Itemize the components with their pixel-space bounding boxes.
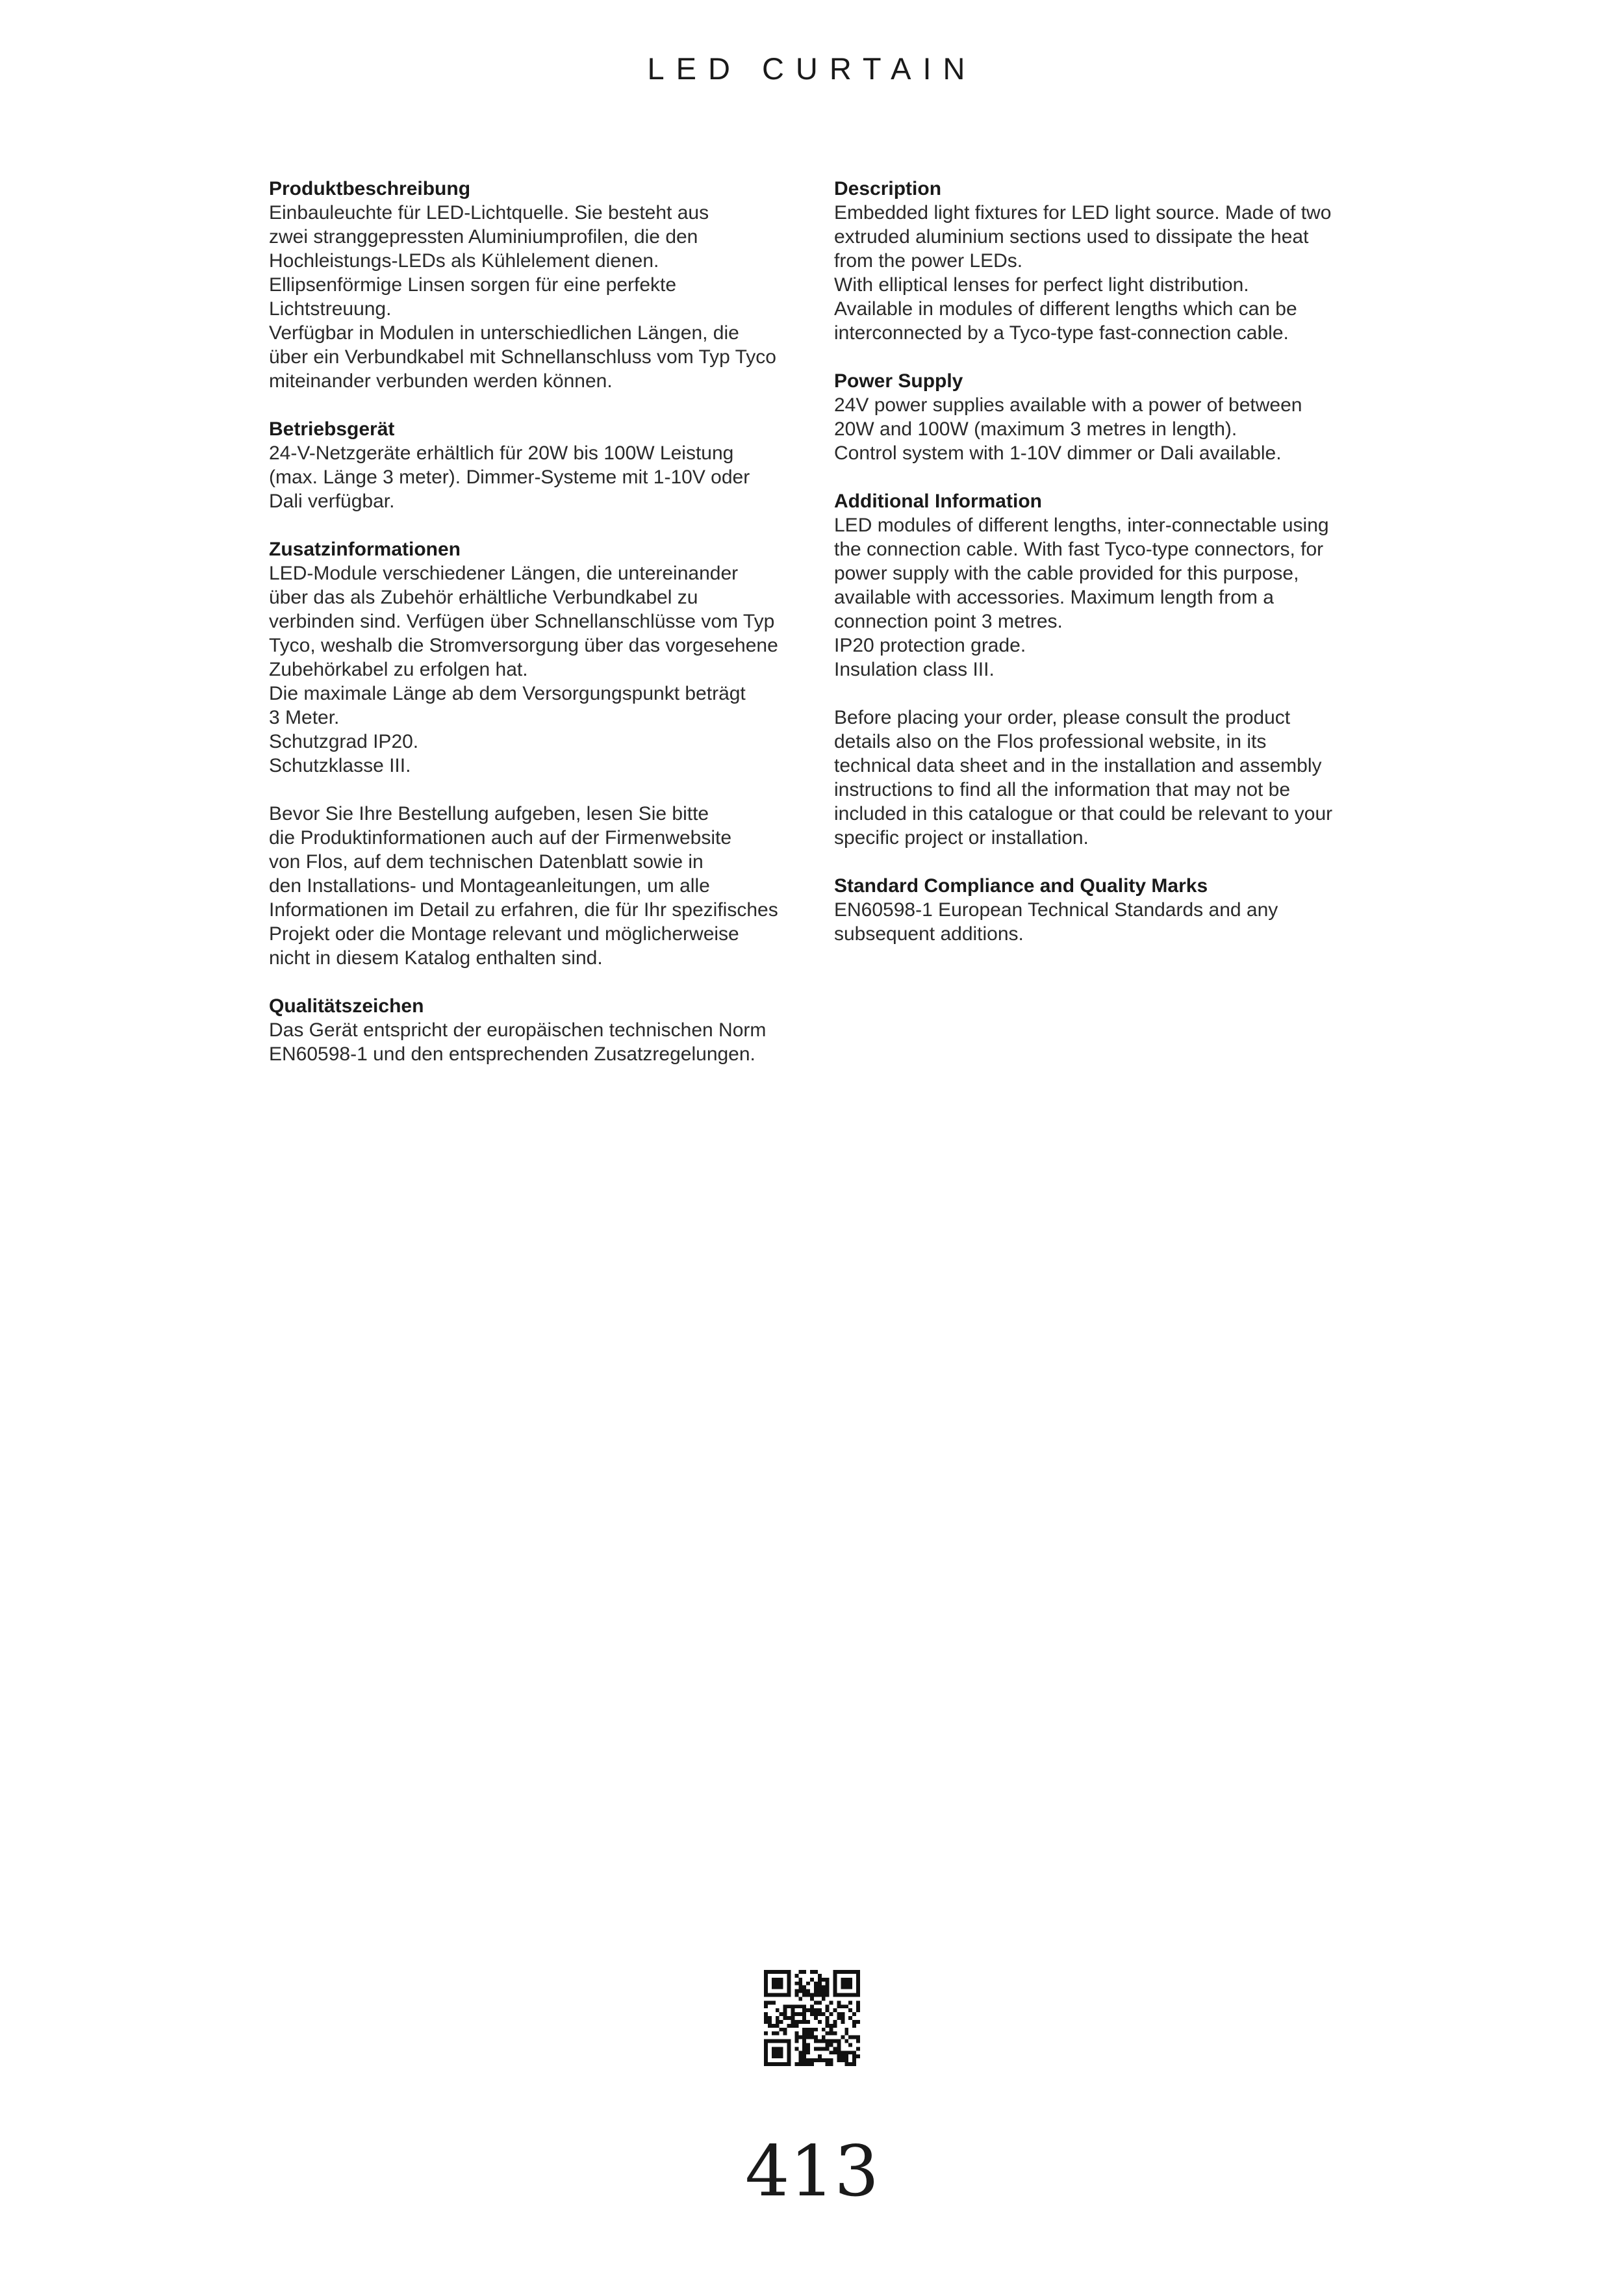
body-text-line: Ellipsenförmige Linsen sorgen für eine perfekte <box>269 274 677 296</box>
body-text-line: Schutzgrad IP20. <box>269 731 419 752</box>
body-text-line: EN60598-1 und den entsprechenden Zusatzregelungen. <box>269 1043 755 1065</box>
body-text-line: power supply with the cable provided for this purpose, <box>834 563 1299 584</box>
body-text-line: miteinander verbunden werden können. <box>269 370 613 392</box>
section-heading: Standard Compliance and Quality Marks <box>834 875 1208 897</box>
text-section <box>834 489 1386 850</box>
body-text-line: Das Gerät entspricht der europäischen technischen Norm <box>269 1019 767 1041</box>
section-heading: Power Supply <box>834 370 963 392</box>
body-text-line: EN60598-1 European Technical Standards and any <box>834 899 1278 921</box>
body-text-line: Lichtstreuung. <box>269 298 392 320</box>
body-text-line: die Produktinformationen auch auf der Firmenwebsite <box>269 827 732 849</box>
section-heading: Zusatzinformationen <box>269 539 461 560</box>
body-text-line: Hochleistungs-LEDs als Kühlelement dienen. <box>269 250 659 272</box>
body-text-line: Available in modules of different lengths which can be <box>834 298 1297 320</box>
paragraph-gap <box>269 778 821 802</box>
text-section <box>269 417 821 513</box>
body-text-line: zwei stranggepressten Aluminiumprofilen, die den <box>269 226 698 248</box>
body-text-line: Informationen im Detail zu erfahren, die für Ihr spezifisches <box>269 899 778 921</box>
body-text-line: Projekt oder die Montage relevant und möglicherweise <box>269 923 739 945</box>
text-section <box>834 874 1386 946</box>
body-text-line: Insulation class III. <box>834 659 995 680</box>
body-text-line: über ein Verbundkabel mit Schnellanschluss vom Typ Tyco <box>269 346 776 368</box>
text-section <box>834 177 1386 345</box>
body-text-line: the connection cable. With fast Tyco-type connectors, for <box>834 539 1324 560</box>
body-text-line: from the power LEDs. <box>834 250 1023 272</box>
text-section <box>269 994 821 1066</box>
body-text-line: extruded aluminium sections used to dissipate the heat <box>834 226 1309 248</box>
body-text-line: 3 Meter. <box>269 707 340 728</box>
body-text-line: 20W and 100W (maximum 3 metres in length). <box>834 418 1237 440</box>
body-text-line: Verfügbar in Modulen in unterschiedlichen Längen, die <box>269 322 739 344</box>
page-title: LED CURTAIN <box>647 51 977 86</box>
text-section <box>834 369 1386 465</box>
body-text-line: den Installations- und Montageanleitungen, um alle <box>269 875 710 897</box>
body-text-line: von Flos, auf dem technischen Datenblatt sowie in <box>269 851 704 873</box>
paragraph-gap <box>834 682 1386 706</box>
qr-code-icon <box>764 1970 860 2066</box>
body-text-line: 24V power supplies available with a power of between <box>834 394 1302 416</box>
body-text-line: Tyco, weshalb die Stromversorgung über das vorgesehene <box>269 635 778 656</box>
body-text-line: Zubehörkabel zu erfolgen hat. <box>269 659 528 680</box>
section-heading: Produktbeschreibung <box>269 178 471 199</box>
body-text-line: (max. Länge 3 meter). Dimmer-Systeme mit 1-10V oder <box>269 466 750 488</box>
section-heading: Betriebsgerät <box>269 418 395 440</box>
body-text-line: über das als Zubehör erhältliche Verbundkabel zu <box>269 587 698 608</box>
body-text-line: Dali verfügbar. <box>269 491 395 512</box>
body-text-line: Bevor Sie Ihre Bestellung aufgeben, lesen Sie bitte <box>269 803 709 824</box>
body-text-line: interconnected by a Tyco-type fast-connection cable. <box>834 322 1289 344</box>
body-text-line: Einbauleuchte für LED-Lichtquelle. Sie besteht aus <box>269 202 709 224</box>
body-text-line: subsequent additions. <box>834 923 1024 945</box>
body-text-line: LED modules of different lengths, inter-connectable using <box>834 515 1329 536</box>
body-text-line: IP20 protection grade. <box>834 635 1026 656</box>
section-heading: Description <box>834 178 942 199</box>
body-text-line: available with accessories. Maximum length from a <box>834 587 1274 608</box>
body-text-line: Die maximale Länge ab dem Versorgungspunkt beträgt <box>269 683 746 704</box>
body-text-line: connection point 3 metres. <box>834 611 1063 632</box>
body-text-line: Control system with 1-10V dimmer or Dali available. <box>834 442 1282 464</box>
page-number: 413 <box>744 2131 880 2212</box>
body-text-line: Embedded light fixtures for LED light source. Made of two <box>834 202 1332 224</box>
body-text-line: verbinden sind. Verfügen über Schnellanschlüsse vom Typ <box>269 611 775 632</box>
body-text-line: included in this catalogue or that could be relevant to your <box>834 803 1333 824</box>
body-text-line: specific project or installation. <box>834 827 1089 849</box>
body-text-line: instructions to find all the information that may not be <box>834 779 1291 800</box>
german-column <box>269 177 821 1090</box>
section-heading: Additional Information <box>834 491 1042 512</box>
body-text-line: Schutzklasse III. <box>269 755 411 776</box>
body-text-line: details also on the Flos professional website, in its <box>834 731 1267 752</box>
english-column <box>834 177 1386 970</box>
body-text-line: Before placing your order, please consult the product <box>834 707 1291 728</box>
body-text-line: nicht in diesem Katalog enthalten sind. <box>269 947 603 969</box>
text-section <box>269 537 821 970</box>
section-heading: Qualitätszeichen <box>269 995 424 1017</box>
body-text-line: 24-V-Netzgeräte erhältlich für 20W bis 100W Leistung <box>269 442 734 464</box>
text-section <box>269 177 821 393</box>
body-text-line: technical data sheet and in the installation and assembly <box>834 755 1322 776</box>
body-text-line: With elliptical lenses for perfect light distribution. <box>834 274 1249 296</box>
body-text-line: LED-Module verschiedener Längen, die untereinander <box>269 563 739 584</box>
